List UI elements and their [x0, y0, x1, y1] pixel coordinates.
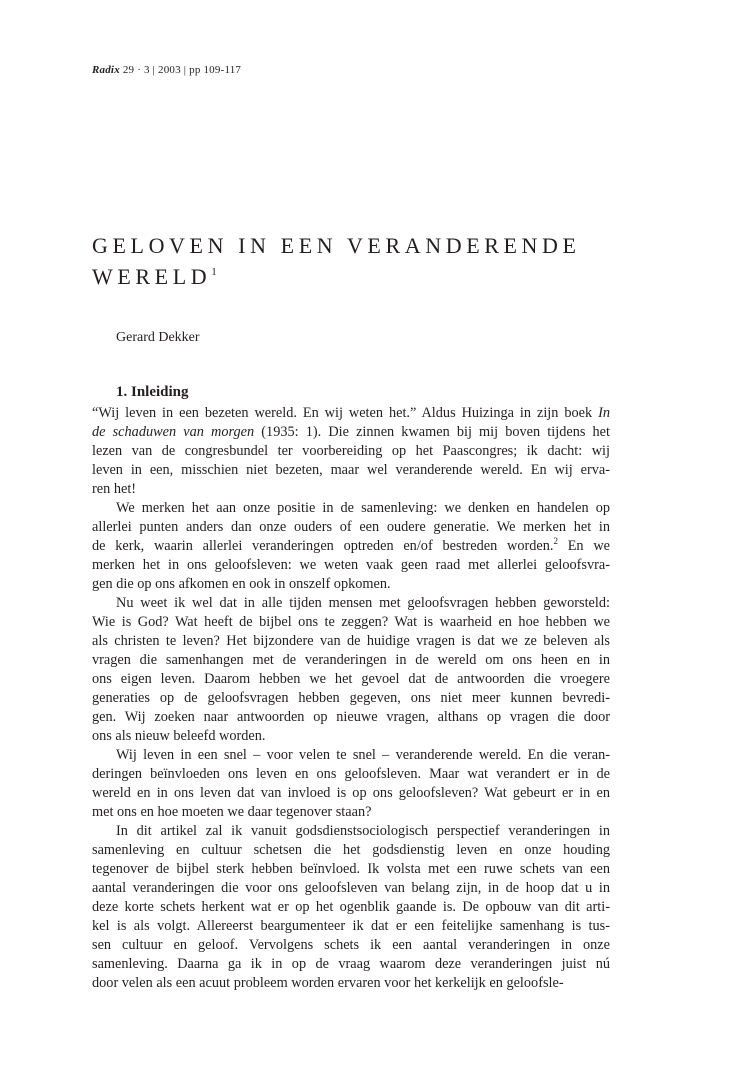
text-line: sen cultuur en geloof. Vervolgens schets ik een aantal veranderingen in onze [92, 937, 610, 953]
text-line: Nu weet ik wel dat in alle tijden mensen met geloofsvragen hebben geworsteld: [116, 595, 610, 611]
text-line: de kerk, waarin allerlei veranderingen optreden en/of bestreden worden.$^2$ En we [92, 536, 611, 554]
footnote-marker[interactable]: 2 [553, 536, 558, 547]
journal-name: Radix [92, 64, 120, 76]
text-line: deze korte schets herkent wat er op het ogenblik gaande is. De opbouw van dit arti- [92, 899, 610, 915]
text-line: wereld en in ons leven dat van invloed is op ons geloofsleven? Wat gebeurt er in en [92, 785, 610, 801]
text-line: ons als nieuw beleefd worden. [92, 728, 266, 744]
text-line: In dit artikel zal ik vanuit godsdienstsociologisch perspectief veranderingen in [116, 823, 610, 839]
text-line: door velen als een acuut probleem worden ervaren voor het kerkelijk en geloofsle- [92, 975, 564, 991]
article-title [92, 230, 652, 292]
text-line: als christen te leven? Het bijzondere van de huidige vragen is dat we ze beleven als [92, 633, 610, 649]
text-line: “Wij leven in een bezeten wereld. En wij weten het.” Aldus Huizinga in zijn boek In [92, 405, 610, 421]
text-line: Wie is God? Wat heeft de bijbel ons te zeggen? Wat is waarheid en hoe hebben we [92, 614, 610, 630]
article-title-line-2: WERELD [92, 264, 212, 289]
text-line: vragen die samenhangen met de veranderingen in de wereld om ons heen en in [92, 652, 610, 668]
text-line: generaties op de geloofsvragen hebben gegeven, ons niet meer kunnen bevredi- [92, 690, 610, 706]
text-line: tegenover de bijbel sterk hebben beïnvloed. Ik volsta met een ruwe schets van een [92, 861, 610, 877]
text-line: lezen van de congresbundel ter voorbereiding op het Paascongres; ik dacht: wij [92, 443, 610, 459]
text-line: de schaduwen van morgen (1935: 1). Die zinnen kwamen bij mij boven tijdens het [92, 424, 610, 440]
running-header [92, 64, 241, 76]
text-line: deringen beïnvloeden ons leven en ons geloofsleven. Maar wat verandert er in de [92, 766, 610, 782]
text-line: samenleving en cultuur schetsen die het godsdienstig leven en onze houding [92, 842, 610, 858]
paragraph [92, 404, 610, 499]
journal-citation: 29 · 3 | 2003 | pp 109-117 [122, 64, 242, 76]
text-line: aantal veranderingen die voor ons geloofsleven van belang zijn, in de hoop dat u in [92, 880, 610, 896]
text-line: ons eigen leven. Daarom hebben we het gevoel dat de antwoorden die vroegere [92, 671, 610, 687]
author-name: Gerard Dekker [116, 330, 200, 345]
text-line: gen die op ons afkomen en ook in onszelf opkomen. [92, 576, 391, 592]
text-line: Wij leven in een snel – voor velen te snel – veranderende wereld. En die veran- [116, 747, 610, 763]
book-title: In [598, 405, 610, 421]
paragraph [92, 594, 610, 746]
text-line: merken het in ons geloofsleven: we weten vaak geen raad met allerlei geloofsvra- [92, 557, 610, 573]
book-title: de schaduwen van morgen [92, 424, 255, 440]
text-line: We merken het aan onze positie in de samenleving: we denken en handelen op [116, 500, 610, 516]
article-title-line-1: GELOVEN IN EEN VERANDERENDE [92, 233, 581, 258]
paragraph [92, 746, 610, 822]
text-line: ren het! [92, 481, 137, 497]
text-line: allerlei punten anders dan onze ouders of een oudere generatie. We merken het in [92, 519, 610, 535]
section-heading: 1. Inleiding [116, 384, 189, 400]
body-text [92, 404, 610, 993]
text-line: met ons en hoe moeten we daar tegenover staan? [92, 804, 372, 820]
title-footnote-marker[interactable]: 1 [211, 266, 217, 278]
text-line: gen. Wij zoeken naar antwoorden op nieuwe vragen, althans op vragen die door [92, 709, 610, 725]
text-line: leven in een, misschien niet bezeten, maar wel veranderende wereld. En wij erva- [92, 462, 610, 478]
paragraph [92, 499, 610, 594]
text-line: samenleving. Daarna ga ik in op de vraag waarom deze veranderingen juist nú [92, 956, 610, 972]
paragraph [92, 822, 610, 993]
text-line: kel is als volgt. Allereerst beargumenteer ik dat er een feitelijke samenhang is tus- [92, 918, 610, 934]
